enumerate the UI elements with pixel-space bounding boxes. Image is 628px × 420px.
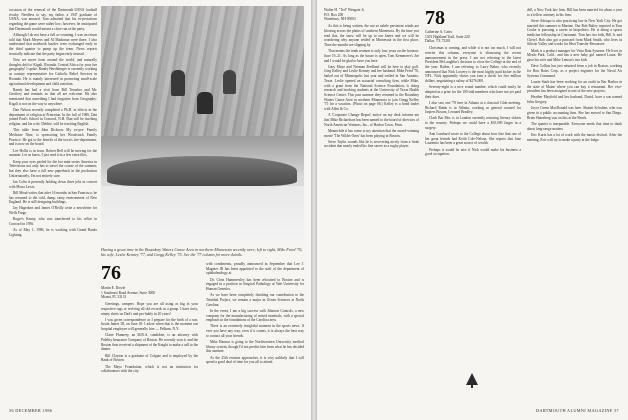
paragraph: Bill Mead writes that after 16 months in San Francisco, he has returned to the cold, damp, rainy environment of New England. He is still designing buildings. (9, 190, 97, 205)
address-line: 1 Southeast Road Avenue, Suite 3000 (101, 290, 156, 295)
person-figure (197, 92, 213, 114)
paragraph: As of May 1, 1986, he is working with Grand Banks Lighting. (9, 228, 97, 237)
person-figure (171, 70, 185, 96)
correspondent-address (324, 8, 419, 22)
left-column-3 (206, 262, 304, 402)
person-figure (223, 70, 236, 94)
paragraph: A 'Corporate Change Report' notice on my desk informs me that Mike Richardson has been named to the board of directors of North American Ventures, Inc., of Harbor Town, Penn. (324, 113, 419, 127)
paragraph: The quartet is inseparable. Everyone needs that time to think about long-range matters. (527, 121, 622, 131)
paragraph: Although I do not have a full ac-counting, I was on return told that Mark Meyers and Al Markman were there. I also understand that notebook hassles were exchanged early in the third quarter to pump up the team. News reports ironically indicate that the party began early instead. (9, 33, 97, 56)
paragraph: The Mayo Foundation, which is not an institution for collaborators with the city. (101, 364, 198, 374)
address-line: Dallas, TX 75201 (425, 39, 451, 44)
paragraph: In the event, I am a big success with Johnson Controls, a new company for the manufacturing of mixed materials, with a special emphasis in the foundations of the Carolina area. (206, 308, 304, 323)
paragraph: with condiments, proudly announced in September that Lee J. Magnier III has been appointed to the staff of the department of ophthalmology at. (206, 262, 304, 276)
paragraph: Roger's Kenny, who was transferred to his office in Concord in 1956. (9, 217, 97, 227)
right-column-3 (527, 8, 622, 403)
paragraph: Heather Mayfield and her husband, David, have a son named John Gregory. (527, 95, 622, 105)
paragraph: Claire Flannery, an M.B.A. candidate, is an attorney with Fidelity Insurance Company of Boston. He recently won it, and the Boston firm received a shipment of the Knight to make a call to the dinner. (101, 333, 198, 352)
paragraph: There is an extremely insightful moment in the sports news. If ever you have any way, even if it comes, it is always the best way to contact all your friends. (206, 324, 304, 338)
paragraph: Bill Clayton is a graduate of Colgate and is employed by the Bank of Boston. (101, 353, 198, 363)
left-column-1 (9, 8, 97, 403)
paragraph: As this is being written, the not so subtle persistent winds are blowing across the plains of southern Minnesota. By the time you read this, the snow will be up to our knees and we will be wondering why anyone settled in Minnesota in the first place. Then the months are slipping by. (324, 24, 419, 47)
address-line: Waterbury, NH 05003 (324, 17, 356, 22)
paragraph: This table from John Dickson: My ex-per- Family Medicine Nine, is sponsoring her Woodstock Family Practice. He got to the benefit of the town's fire-department, and is now on the board. (9, 128, 97, 147)
paragraph: dell, a New York law firm. Bill has been married for about a year to a fellow attorney in his firm. (527, 8, 622, 17)
photo-caption: Having a great time in the Boundary Waters Canoe Area in northern Minnesota recently were, left to right, Mike Fried '76, his wife, Leslie Kenney '77, and Gregg Kelley '75. See the '77 column for more details. (101, 247, 303, 258)
paragraph: I was given correspondence as I prepare for the birth of a son, Justin James III, on June 18. I adore when that is the moment our hospital employee will generally hire — Pelham, N.Y. (101, 317, 198, 332)
right-page (317, 0, 628, 420)
paragraph: Now we move from around the world, and naturally thoughts drift to Kigali, Rwanda. Central Africa for your fun geography! I spoke. Randy Hershberger is currently working as country representative for Catholic Relief Services in Rwanda. He is mainly interested in promoting small-scale agricultural development and child nutrition. (9, 58, 97, 86)
left-column-2 (101, 286, 198, 402)
correspondent-address (425, 30, 521, 44)
paragraph: Steve Adoupo is also practicing law in New York City. He got married this summer to Martine. Our Rob Bailey reported to Tom Cooke is pursuing a career in biopolitics. He is doing a sports medicine fellowship in Cincinnati. Tom has two kids, Bill Jr. and Cheryl. Rob also got a postcard from Mark Smith, who lives in Silicon Valley and works for Heat Transfer Resources. (527, 18, 622, 47)
paragraph: occasion of the renewal of the Dartmouth-USNA football rivalry. Needless to say, my father, a 1947 graduate of USNA, was amused. Tom admitted that his ex-pectations regarding the game were rather low; however, he anticipated that Dartmouth would mount a close run at the party. (9, 8, 97, 31)
tree-icon (466, 373, 478, 385)
address-line: Walter H. "Ted" Wengate Jr. (324, 8, 365, 12)
paragraph: Lee Hollis is in town. Robert Bell will be moving for the summer. Let us know, I just read it in a few extra files. (9, 148, 97, 158)
paragraph: Keep your eyes peeled for the hot mini-series America in Televisions not only has to travel the course of the summer, but they also have a full new paperback in the production Unfortunately, I'm not entirely sure. (9, 159, 97, 178)
rock-face (101, 6, 304, 136)
paragraph: Joyce Green MacDonald was here. Shutter Schulten, who was given in a public accounting firm. She has moved to San Diego. Brian Sharnberg was on this at the Beach. (527, 106, 622, 120)
page-footer-right: DARTMOUTH ALUMNI MAGAZINE 57 (536, 408, 619, 413)
paragraph: Jay Hagedorn and James O'Reilly write a newsletter for Wells Fargo. (9, 206, 97, 216)
paragraph: Perhaps it would be nice if Nick would make his business a good occupation. (425, 147, 521, 157)
water (101, 186, 304, 244)
paragraph: That means the tenth reunion is only four years on the horizon: June 19–21. As long as the house is open, Tom Kemmerer's Joe and I would be glad to have you here. (324, 49, 419, 63)
address-line: P.O. Box 200 (324, 12, 344, 17)
paragraph: I also saw one '78 here in Atlanta at a classical Glob meeting. Richard Rubin is in Atlanta, working as general counsel for Jaspers Boston, Leonard Bradley. (425, 100, 521, 115)
paragraph: Eric Kurtz has a lot of work with the music festival. After the meeting, Eric will try to make a party at the lodge. (527, 132, 622, 142)
address-line: 1301 Highland Trail, Suite 220 (425, 34, 470, 39)
paragraph: Laurie Stark has been working for an outfit in Bar Harbor in the state of Maine where you can buy a restaurant. Her vice-president has been assigned to one of the new projects. (527, 79, 622, 94)
canoe-photo (101, 6, 304, 244)
paragraph: Steve Taylor sounds like he is recovering nicely from a freak accident that nearly ended his fine career as a rugby player. (324, 139, 419, 149)
paragraph: As the 25th reunion approaches, it is very unlikely that I will spend a good deal of time for you all to attend. (206, 355, 304, 365)
paragraph: As we have been completely finishing our contribution to the Trinidad Project, we remain a major in Ocean Sciences at North Carolina. (206, 293, 304, 307)
address-line: Catherine A. Cates (425, 30, 453, 34)
paragraph: Meanwhile it has come to my attention that the award-winning movie 'The Wilder Ones' has been playing in Boston. (324, 128, 419, 138)
paragraph: Christmas is coming, and while it is not too much, I will not rewrite this column, everyone is discussing the recent announcement in the press. I am not referring to the latest President McLaughlin's decision to close the College at the end of the year. Rather, I am referring to Larry Baker, who recently announced that Nick Lowery is the most highly paid kicker in the NFL. Nick apparently shows you fans a check for five million dollars, negotiating a salary of $276,000. (425, 46, 521, 84)
right-column-2 (425, 30, 521, 403)
paragraph: Randy has had a visit from Bill Treusher and Mr. Geoffrey and reminds us that all are welcome. He also mentioned that something I had forgotten from Geography: Kigali is not on the way to anywhere. (9, 87, 97, 106)
class-year-heading: 78 (425, 7, 445, 29)
paragraph: Dan Nelson recently completed a Ph.D. in effects in the department of religion at Princeton. In the fall of 1986, Dan joined Paul's School in Concord, N.H. Dan will be teaching religion, and his wife, Debbie, will be teaching English. (9, 108, 97, 127)
paragraph: Dr. Chris Hammersley has been relocated to Boston and is engaged in a position in Surgical Pathology at Yale University for Human Genetics. (206, 277, 304, 292)
paragraph: Ann Lombard wrote to the College about how fine that one of her great friends had Keith Cole-Nelson. She reports that Jane Laurentio has been a great source of wealth. (425, 132, 521, 146)
page-footer-left: 56 DECEMBER 1986 (9, 408, 53, 413)
canoe (107, 156, 297, 186)
paragraph: Seventy-eight is a nice round number, which could easily be adopted as a prize for the 100-odd members who have not yet paid their dues. (425, 85, 521, 99)
tree-trunk (471, 385, 473, 388)
address-line: Martin E. Dowle (101, 286, 126, 290)
address-line: Miami, FL 33131 (101, 295, 127, 300)
left-page (0, 0, 311, 420)
paragraph: Clark Bar Mrs. is in London currently restoring literary tickets to the country. Perhaps we could have a $10,000 finger in a surgery. (425, 116, 521, 130)
paragraph: Greetings, campers. Hope you are all using as big in your respective rags or reviving all old records as a group. I have forty, ninety shirts on Dad's and pro-bably in 20 years! (101, 302, 198, 316)
paragraph: Ian Colin is presently holding down three jobs in concert with Mona Lewis. (9, 179, 97, 189)
right-column-1 (324, 8, 419, 403)
paragraph: Dave Collins has just returned from a job in Boston, working for Ron Bates Corp. as a project engineer for the Naval Air Systems Command. (527, 64, 622, 78)
paragraph: Gary Mayo and Norman Fredland will be here to play golf. Greg Kelley and Leslie Kenney and her husband, Mike Fried '76, bailed out of Minneapolis last year and settled in San Antonio, Texas. Leslie opened an actuarial consulting firm, while Mike, with a grant from the National Science Foundation, is doing research and teaching students at the University of Texas Health Science Center. This past summer they returned to the Boundary Waters Canoe Area in northern Minnesota to join Gregg Kelley '75 for a vacation. (Photo on page 66.) Kelley is a bond trader with Allen & Co. (324, 64, 419, 112)
correspondent-address (101, 286, 198, 300)
paragraph: Mike Hanson is going to the Northwestern University medical library system, though I'd not predict him from what he has decided this summer. (206, 340, 304, 354)
paragraph: Mark is a product manager for Vista Data Systems. He lives in Menlo Park, Calif., and has a new baby girl named Laura. He gave his wife and Mike Lemon's two kids. (527, 48, 622, 63)
class-year-heading: 76 (101, 262, 121, 284)
